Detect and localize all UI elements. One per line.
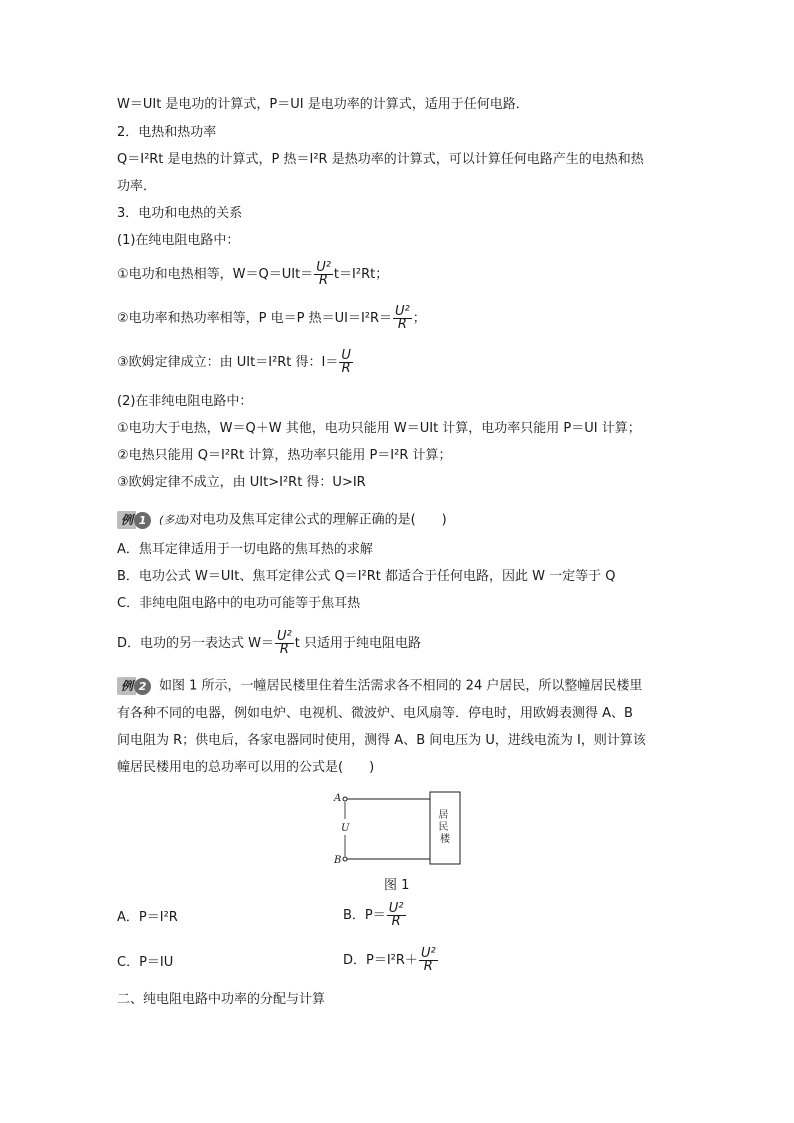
example-1-option-c: C．非纯电阻电路中的电功可能等于焦耳热 <box>117 596 361 611</box>
example-number-badge: 1 <box>134 512 151 529</box>
fraction-numerator: U² <box>420 946 436 961</box>
option-b-text: B．P＝ <box>343 908 386 923</box>
fraction-u2-over-r <box>419 948 438 973</box>
building-label <box>438 809 451 845</box>
example-2-option-c: C．P＝IU <box>117 955 174 970</box>
fraction-numerator: U² <box>395 304 410 319</box>
example-1-question: 对电功及焦耳定律公式的理解正确的是( ) <box>189 512 447 528</box>
section-2-heading: 二、纯电阻电路中功率的分配与计算 <box>117 992 326 1007</box>
pure-item-2-tail: ； <box>412 311 426 326</box>
fraction-u2-over-r <box>314 262 333 287</box>
voltage-label: U <box>341 823 350 834</box>
nonpure-item-1: ①电功大于电热，W＝Q＋W 其他，电功只能用 W＝UIt 计算，电功率只能用 P＝UI 计算； <box>117 421 641 436</box>
fraction-denominator: R <box>319 273 329 288</box>
example-1-stem <box>117 511 447 530</box>
formula-line-heat-1: Q＝I²Rt 是电热的计算式，P 热＝I²R 是热功率的计算式，可以计算任何电路产生的电热和热 <box>117 152 644 167</box>
multi-select-tag: (多选) <box>159 513 190 527</box>
heading-relationship: 3．电功和电热的关系 <box>117 206 243 221</box>
example-1-option-d <box>117 631 421 656</box>
fraction-numerator: U² <box>277 629 292 644</box>
fraction-denominator: R <box>397 317 407 332</box>
heading-heat-power: 2．电热和热功率 <box>117 125 217 140</box>
circuit-diagram <box>330 791 465 866</box>
formula-line-heat-2: 功率． <box>117 179 157 194</box>
fraction-denominator: R <box>341 361 351 376</box>
fraction-u2-over-r <box>387 903 406 928</box>
fraction-numerator: U² <box>316 260 331 275</box>
example-2-text-1: 如图 1 所示，一幢居民楼里住着生活需求各不相同的 24 户居民，所以整幢居民楼里 <box>159 678 643 694</box>
pure-item-3 <box>117 350 354 375</box>
formula-line-work: W＝UIt 是电功的计算式，P＝UI 是电功率的计算式，适用于任何电路． <box>117 97 529 112</box>
fraction-u2-over-r <box>275 631 294 656</box>
example-2-line-2: 有各种不同的电器，例如电炉、电视机、微波炉、电风扇等．停电时，用欧姆表测得 A、B <box>117 706 633 721</box>
building-label-char-2: 民 <box>438 822 449 833</box>
terminal-b-label: B <box>334 855 342 866</box>
terminal-b <box>343 857 347 861</box>
terminal-a <box>343 797 347 801</box>
figure-caption: 图 1 <box>384 878 410 893</box>
pure-item-1-tail: t＝I²Rt； <box>333 267 389 282</box>
option-d-tail: t 只适用于纯电阻电路 <box>294 636 421 651</box>
fraction-u-over-r <box>339 350 353 375</box>
fraction-denominator: R <box>423 959 433 974</box>
example-2-line-1 <box>117 677 642 696</box>
building-label-char-1: 居 <box>438 810 449 821</box>
terminal-a-label: A <box>334 793 342 804</box>
example-2-option-b <box>343 903 407 928</box>
example-badge: 例 <box>117 677 136 695</box>
pure-item-1-text: ①电功和电热相等，W＝Q＝UIt＝ <box>117 267 314 282</box>
nonpure-item-3: ③欧姆定律不成立，由 UIt>I²Rt 得：U>IR <box>117 475 366 490</box>
example-1-option-b: B．电功公式 W＝UIt、焦耳定律公式 Q＝I²Rt 都适合于任何电路，因此 W 一定等于 Q <box>117 569 616 584</box>
building-label-char-3: 楼 <box>440 834 450 845</box>
option-d-text: D．电功的另一表达式 W＝ <box>117 636 274 651</box>
fraction-numerator: U² <box>388 901 404 916</box>
example-2-option-d <box>343 948 439 973</box>
example-2-option-a: A．P＝I²R <box>117 910 178 925</box>
subheading-pure-resistor: (1)在纯电阻电路中： <box>117 233 240 248</box>
pure-item-2-text: ②电功率和热功率相等，P 电＝P 热＝UI＝I²R＝ <box>117 311 393 326</box>
subheading-nonpure-resistor: (2)在非纯电阻电路中： <box>117 394 253 409</box>
option-d-text: D．P＝I²R＋ <box>343 953 418 968</box>
example-1-option-a: A．焦耳定律适用于一切电路的焦耳热的求解 <box>117 542 373 557</box>
nonpure-item-2: ②电热只能用 Q＝I²Rt 计算，热功率只能用 P＝I²R 计算； <box>117 448 452 463</box>
example-badge: 例 <box>117 511 136 529</box>
example-2-line-3: 间电阻为 R；供电后，各家电器同时使用，测得 A、B 间电压为 U，进线电流为 I，则计算该 <box>117 733 646 748</box>
example-number-badge: 2 <box>134 678 151 695</box>
fraction-denominator: R <box>279 642 289 657</box>
building-label-source: 居民楼 <box>330 791 333 792</box>
fraction-numerator: U <box>341 348 351 363</box>
pure-item-1 <box>117 262 388 287</box>
fraction-denominator: R <box>391 914 401 929</box>
example-2-line-4: 幢居民楼用电的总功率可以用的公式是( ) <box>117 760 375 775</box>
fraction-u2-over-r <box>393 306 412 331</box>
pure-item-2 <box>117 306 426 331</box>
pure-item-3-text: ③欧姆定律成立：由 UIt＝I²Rt 得：I＝ <box>117 355 339 370</box>
